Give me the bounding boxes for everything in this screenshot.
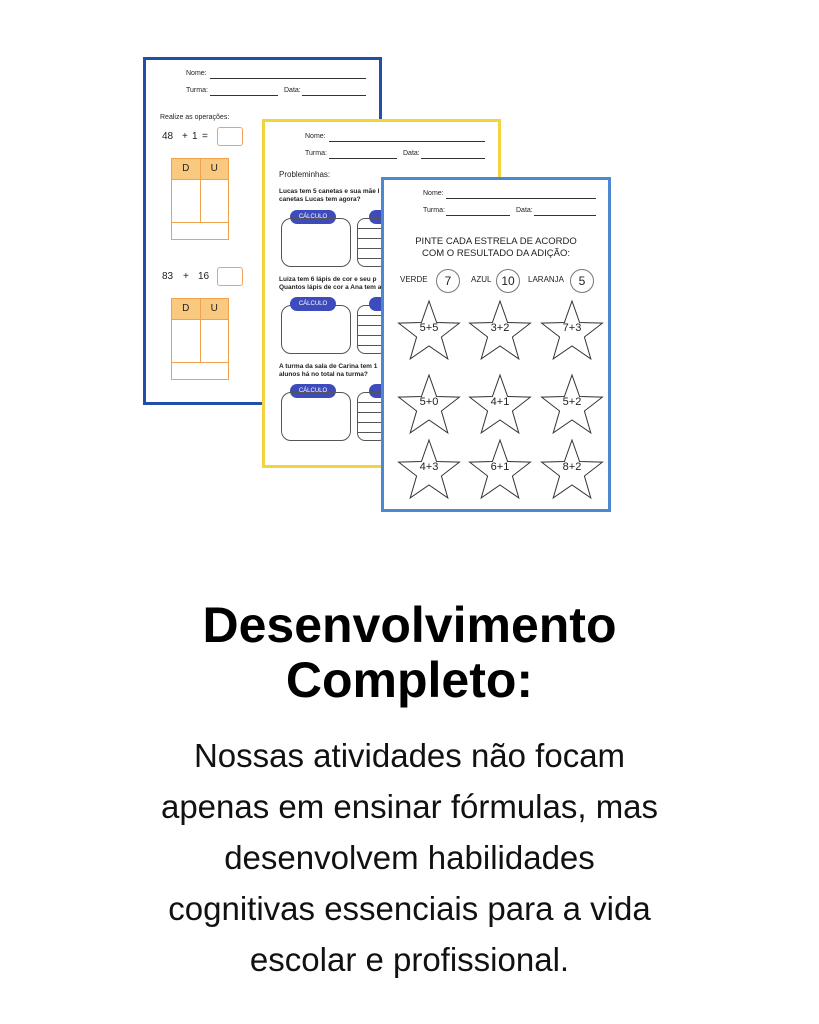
legend-label-verde: VERDE — [400, 275, 428, 284]
body-line3: desenvolvem habilidades — [224, 839, 595, 876]
headline-line1: Desenvolvimento — [202, 597, 617, 653]
name-line — [210, 78, 366, 79]
problems-title: Probleminhas: — [279, 170, 331, 179]
calc-box[interactable] — [281, 305, 351, 354]
calc-box[interactable] — [281, 218, 351, 267]
problem-3-line1: A turma da sala de Carina tem 1 — [279, 363, 378, 370]
star-6[interactable] — [539, 372, 605, 438]
body-line1: Nossas atividades não focam — [193, 737, 626, 774]
answer-box[interactable] — [217, 267, 243, 286]
star-label: 7+3 — [562, 322, 582, 334]
body-line5: escolar e profissional. — [249, 941, 570, 978]
date-line — [421, 158, 485, 159]
body-line4: cognitivas essenciais para a vida — [168, 890, 651, 927]
du-table: D U — [171, 298, 229, 380]
problem-2-line2: Quantos lápis de cor a Ana tem a — [279, 284, 382, 291]
name-label: Nome: — [305, 133, 326, 140]
legend-value-laranja: 5 — [570, 269, 594, 293]
star-label: 4+1 — [490, 396, 510, 408]
stars-title-line2: COM O RESULTADO DA ADIÇÃO: — [422, 248, 570, 259]
legend-value-azul: 10 — [496, 269, 520, 293]
date-line — [302, 95, 366, 96]
star-9[interactable] — [539, 437, 605, 503]
star-label: 6+1 — [490, 461, 510, 473]
star-5[interactable] — [467, 372, 533, 438]
star-label: 4+3 — [419, 461, 439, 473]
headline-line2: Completo: — [285, 652, 534, 708]
star-label: 5+2 — [562, 396, 582, 408]
class-line — [329, 158, 397, 159]
date-label: Data: — [516, 207, 533, 214]
body-text — [110, 730, 709, 985]
star-8[interactable] — [467, 437, 533, 503]
date-line — [534, 215, 596, 216]
answer-box[interactable] — [217, 127, 243, 146]
problem-3-line2: alunos há no total na turma? — [279, 371, 368, 378]
name-label: Nome: — [423, 190, 444, 197]
class-label: Turma: — [186, 87, 208, 94]
class-line — [446, 215, 510, 216]
problem-2-line1: Luiza tem 6 lápis de cor e seu p — [279, 276, 377, 283]
star-label: 5+0 — [419, 396, 439, 408]
date-label: Data: — [284, 87, 301, 94]
legend-label-laranja: LARANJA — [528, 275, 565, 284]
name-line — [329, 141, 485, 142]
star-4[interactable] — [396, 372, 462, 438]
star-1[interactable] — [396, 298, 462, 364]
star-2[interactable] — [467, 298, 533, 364]
stars-title-line1: PINTE CADA ESTRELA DE ACORDO — [415, 236, 577, 247]
star-label: 5+5 — [419, 322, 439, 334]
du-table: D U — [171, 158, 229, 240]
worksheet-stars — [381, 177, 611, 512]
calc-pill: CÁLCULO — [290, 297, 336, 311]
headline — [0, 598, 819, 708]
class-line — [210, 95, 278, 96]
date-label: Data: — [403, 150, 420, 157]
star-7[interactable] — [396, 437, 462, 503]
worksheet-addition: Nome: Turma: Data: Realize as operações: 48 + 1 = D U 83 + 16 D U — [143, 57, 382, 405]
star-3[interactable] — [539, 298, 605, 364]
name-line — [446, 198, 596, 199]
class-label: Turma: — [423, 207, 445, 214]
instruction: Realize as operações: — [160, 114, 230, 121]
problem-1-line2: canetas Lucas tem agora? — [279, 196, 361, 203]
legend-value-verde: 7 — [436, 269, 460, 293]
problem-1-line1: Lucas tem 5 canetas e sua mãe l — [279, 188, 380, 195]
name-label: Nome: — [186, 70, 207, 77]
star-label: 3+2 — [490, 322, 510, 334]
class-label: Turma: — [305, 150, 327, 157]
calc-pill: CÁLCULO — [290, 210, 336, 224]
legend-label-azul: AZUL — [471, 275, 492, 284]
calc-box[interactable] — [281, 392, 351, 441]
body-line2: apenas em ensinar fórmulas, mas — [160, 788, 659, 825]
calc-pill: CÁLCULO — [290, 384, 336, 398]
star-label: 8+2 — [562, 461, 582, 473]
